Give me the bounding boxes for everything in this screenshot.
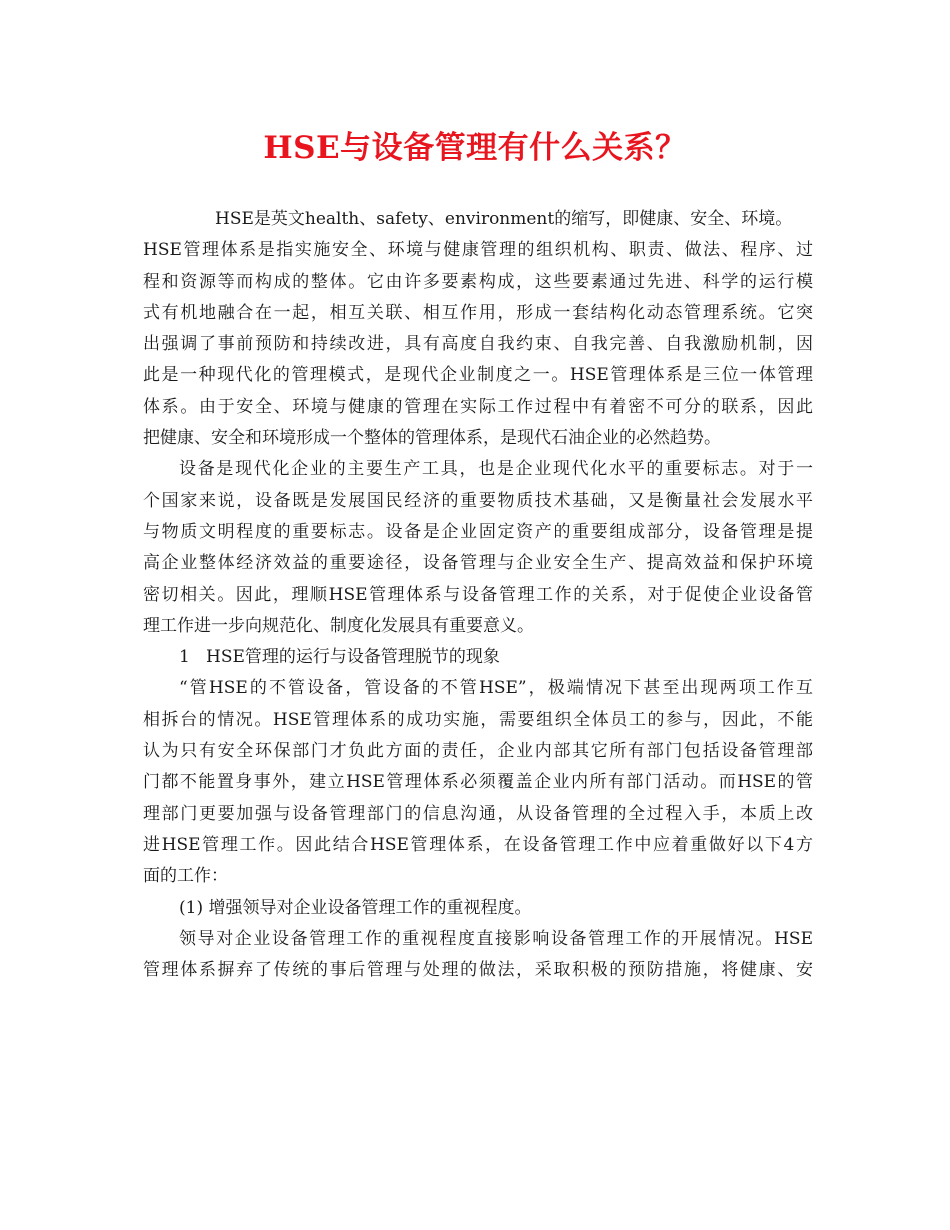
paragraph-line: 此是一种现代化的管理模式，是现代企业制度之一。HSE管理体系是三位一体管理 (143, 365, 813, 386)
paragraph-line: HSE是英文health、safety、environment的缩写，即健康、安全、环境。 (215, 209, 793, 229)
paragraph-line: 理部门更要加强与设备管理部门的信息沟通，从设备管理的全过程入手，本质上改 (143, 803, 813, 824)
section-heading: 1 HSE管理的运行与设备管理脱节的现象 (179, 647, 500, 668)
paragraph-line: 个国家来说，设备既是发展国民经济的重要物质技术基础，又是衡量社会发展水平 (143, 490, 813, 511)
paragraph-line: 体系。由于安全、环境与健康的管理在实际工作过程中有着密不可分的联系，因此 (143, 396, 813, 417)
paragraph-line: “管HSE的不管设备，管设备的不管HSE”，极端情况下甚至出现两项工作互 (179, 678, 813, 699)
paragraph-line: 式有机地融合在一起，相互关联、相互作用，形成一套结构化动态管理系统。它突 (143, 302, 813, 323)
paragraph-line: 相拆台的情况。HSE管理体系的成功实施，需要组织全体员工的参与，因此，不能 (143, 709, 813, 730)
paragraph-line: 理工作进一步向规范化、制度化发展具有重要意义。 (143, 615, 534, 636)
paragraph-line: 程和资源等而构成的整体。它由许多要素构成，这些要素通过先进、科学的运行模 (143, 271, 813, 292)
paragraph-line: 设备是现代化企业的主要生产工具，也是企业现代化水平的重要标志。对于一 (179, 459, 813, 480)
list-item-heading: (1) 增强领导对企业设备管理工作的重视程度。 (179, 897, 532, 918)
paragraph-line: 高企业整体经济效益的重要途径，设备管理与企业安全生产、提高效益和保护环境 (143, 553, 813, 574)
paragraph-line: 面的工作： (143, 866, 228, 887)
paragraph-line: 门都不能置身事外，建立HSE管理体系必须覆盖企业内所有部门活动。而HSE的管 (143, 772, 813, 793)
document-body (143, 204, 813, 986)
paragraph-line: 把健康、安全和环境形成一个整体的管理体系，是现代石油企业的必然趋势。 (143, 428, 721, 449)
paragraph-line: 管理体系摒弃了传统的事后管理与处理的做法，采取积极的预防措施，将健康、安 (143, 960, 813, 981)
paragraph-line: 出强调了事前预防和持续改进，具有高度自我约束、自我完善、自我激励机制，因 (143, 334, 813, 355)
paragraph-line: 领导对企业设备管理工作的重视程度直接影响设备管理工作的开展情况。HSE (179, 928, 813, 949)
paragraph-line: 进HSE管理工作。因此结合HSE管理体系，在设备管理工作中应着重做好以下4方 (143, 834, 813, 855)
document-title: HSE与设备管理有什么关系？ (263, 130, 687, 166)
paragraph-line: 密切相关。因此，理顺HSE管理体系与设备管理工作的关系，对于促使企业设备管 (143, 584, 813, 605)
paragraph-line: 认为只有安全环保部门才负此方面的责任，企业内部其它所有部门包括设备管理部 (143, 741, 813, 762)
paragraph-line: HSE管理体系是指实施安全、环境与健康管理的组织机构、职责、做法、程序、过 (143, 240, 813, 261)
paragraph-line: 与物质文明程度的重要标志。设备是企业固定资产的重要组成部分，设备管理是提 (143, 521, 813, 542)
